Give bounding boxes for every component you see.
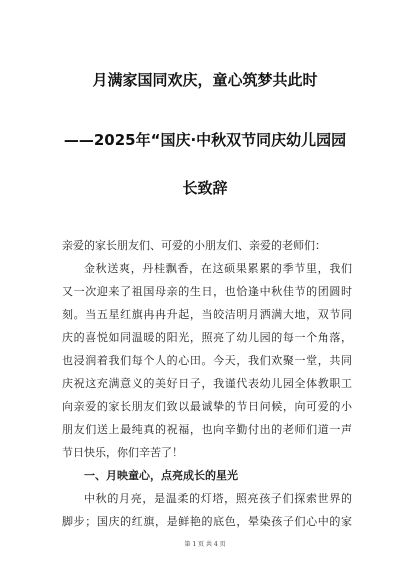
- greeting-line: 亲爱的家长朋友们、可爱的小朋友们、亲爱的老师们：: [62, 239, 326, 252]
- paragraph-1-line: 刻。当五星红旗冉冉升起，当皎洁明月洒满大地，双节同: [62, 308, 352, 321]
- document-title-line-3: 长致辞: [182, 179, 228, 197]
- section-1-heading: 一、月映童心，点亮成长的星光: [84, 469, 238, 482]
- paragraph-1-line: 节日快乐，你们辛苦了！: [62, 446, 183, 459]
- paragraph-1-line: 又一次迎来了祖国母亲的生日，也恰逢中秋佳节的团圆时: [62, 285, 352, 298]
- paragraph-2-line: 脚步；国庆的红旗，是鲜艳的底色，晕染孩子们心中的家: [62, 515, 352, 528]
- document-title-line-2: ——2025年“国庆·中秋双节同庆幼儿园园: [63, 131, 347, 149]
- document-body: [62, 234, 352, 533]
- paragraph-1-line: 庆的喜悦如同温暖的阳光，照亮了幼儿园的每一个角落，: [62, 331, 352, 344]
- paragraph-2-line: 中秋的月亮，是温柔的灯塔，照亮孩子们探索世界的: [84, 492, 352, 505]
- paragraph-1-line: 向亲爱的家长朋友们致以最诚挚的节日问候，向可爱的小: [62, 400, 352, 413]
- paragraph-1-line: 庆祝这充满意义的美好日子，我谨代表幼儿园全体教职工: [62, 377, 352, 390]
- paragraph-1-line: 也浸润着我们每个人的心田。今天，我们欢聚一堂，共同: [62, 354, 352, 367]
- paragraph-1-line: 朋友们送上最纯真的祝福，也向辛勤付出的老师们道一声: [62, 423, 352, 436]
- page-footer: 第 1 页 共 4 页: [184, 541, 226, 548]
- document-title-line-1: 月满家国同欢庆，童心筑梦共此时: [92, 71, 318, 89]
- paragraph-1-line: 金秋送爽，丹桂飘香，在这硕果累累的季节里，我们: [84, 262, 352, 275]
